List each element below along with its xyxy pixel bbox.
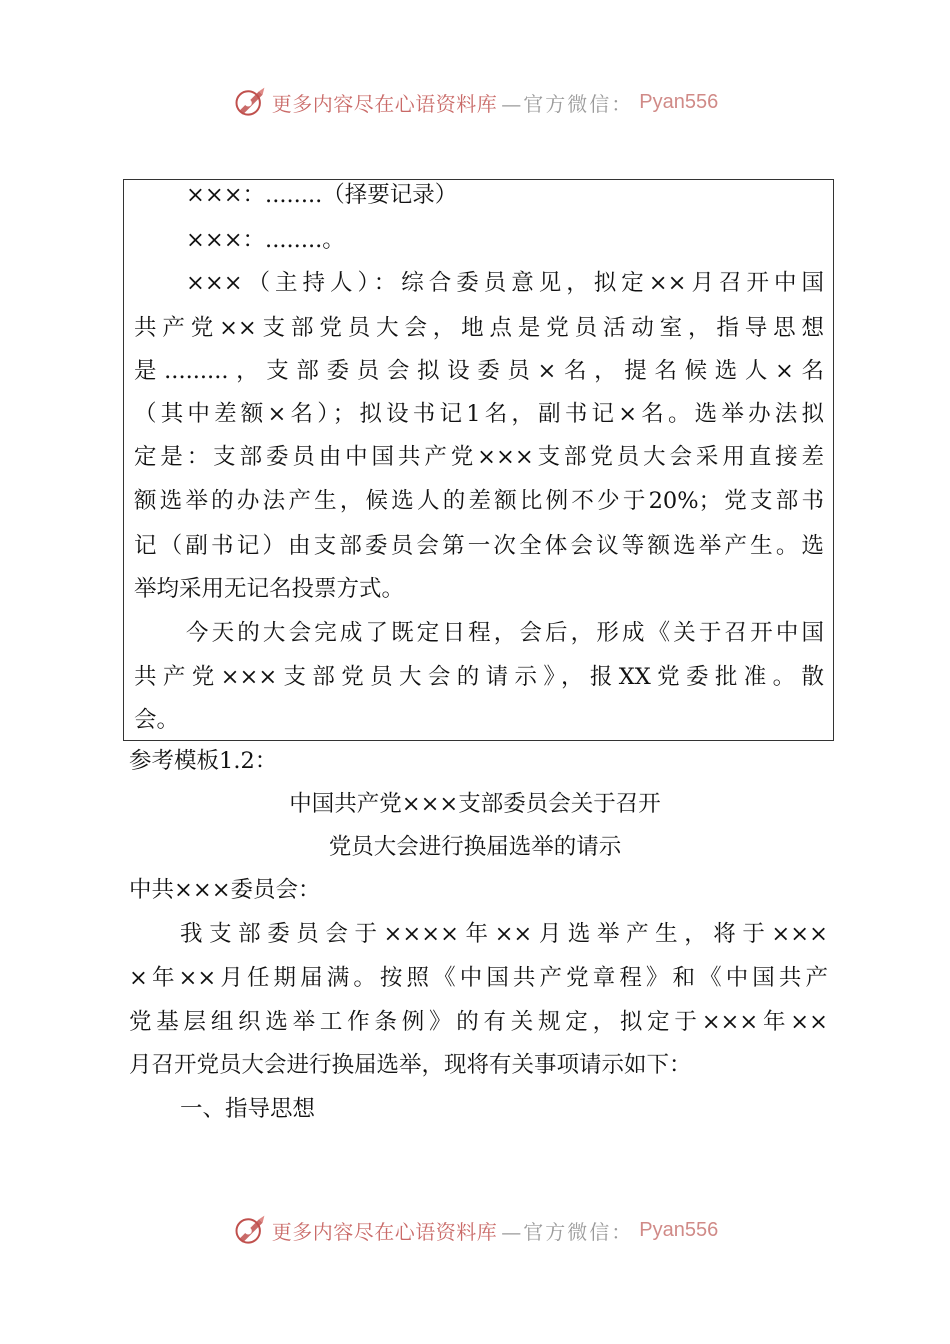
watermark-wechat-id: Pyan556 [639, 1218, 719, 1241]
box-line: ×××（主持人）：综合委员意见，拟定××月召开中国 [186, 270, 824, 296]
box-line: 额选举的办法产生，候选人的差额比例不少于20%；党支部书 [134, 488, 824, 514]
document-title-line-2: 党员大会进行换届选举的请示 [328, 834, 622, 860]
document-title-line-1: 中国共产党×××支部委员会关于召开 [289, 791, 661, 817]
body-line: 党基层组织选举工作条例》的有关规定，拟定于×××年×× [129, 1009, 828, 1035]
body-line: ×年××月任期届满。按照《中国共产党章程》和《中国共产 [129, 965, 828, 991]
body-line: 我支部委员会于××××年××月选举产生，将于××× [180, 921, 828, 947]
box-line: （其中差额×名）；拟设书记1名，副书记×名。选举办法拟 [134, 401, 824, 427]
box-line: 共产党××支部党员大会，地点是党员活动室，指导思想 [134, 315, 824, 341]
watermark-text-secondary: —官方微信： [501, 1219, 634, 1244]
watermark-text-secondary: —官方微信： [501, 91, 634, 116]
section-heading: 一、指导思想 [180, 1096, 316, 1122]
box-line: 举均采用无记名投票方式。 [134, 576, 405, 602]
box-line: 记（副书记）由支部委员会第一次全体会议等额选举产生。选 [134, 533, 824, 559]
box-line: 会。 [134, 707, 180, 733]
pen-logo-icon [232, 84, 268, 120]
template-label: 参考模板1.2： [129, 748, 278, 774]
watermark-wechat-id: Pyan556 [639, 90, 719, 113]
watermark-text-primary: 更多内容尽在心语资料库 [271, 91, 498, 116]
box-line: 共产党×××支部党员大会的请示》，报XX党委批准。散 [134, 664, 824, 690]
box-line: ×××：........。 [186, 227, 345, 253]
pen-logo-icon [232, 1212, 268, 1248]
addressee: 中共×××委员会： [129, 877, 321, 903]
body-line: 月召开党员大会进行换届选举，现将有关事项请示如下： [129, 1052, 692, 1078]
box-line: 是.........，支部委员会拟设委员×名，提名候选人×名 [134, 358, 824, 384]
box-line: ×××：........（择要记录） [186, 182, 458, 208]
box-line: 定是：支部委员由中国共产党×××支部党员大会采用直接差 [134, 444, 824, 470]
watermark-text-primary: 更多内容尽在心语资料库 [271, 1219, 498, 1244]
footer-watermark [0, 1212, 950, 1248]
box-line: 今天的大会完成了既定日程，会后，形成《关于召开中国 [186, 620, 824, 646]
header-watermark [0, 84, 950, 120]
